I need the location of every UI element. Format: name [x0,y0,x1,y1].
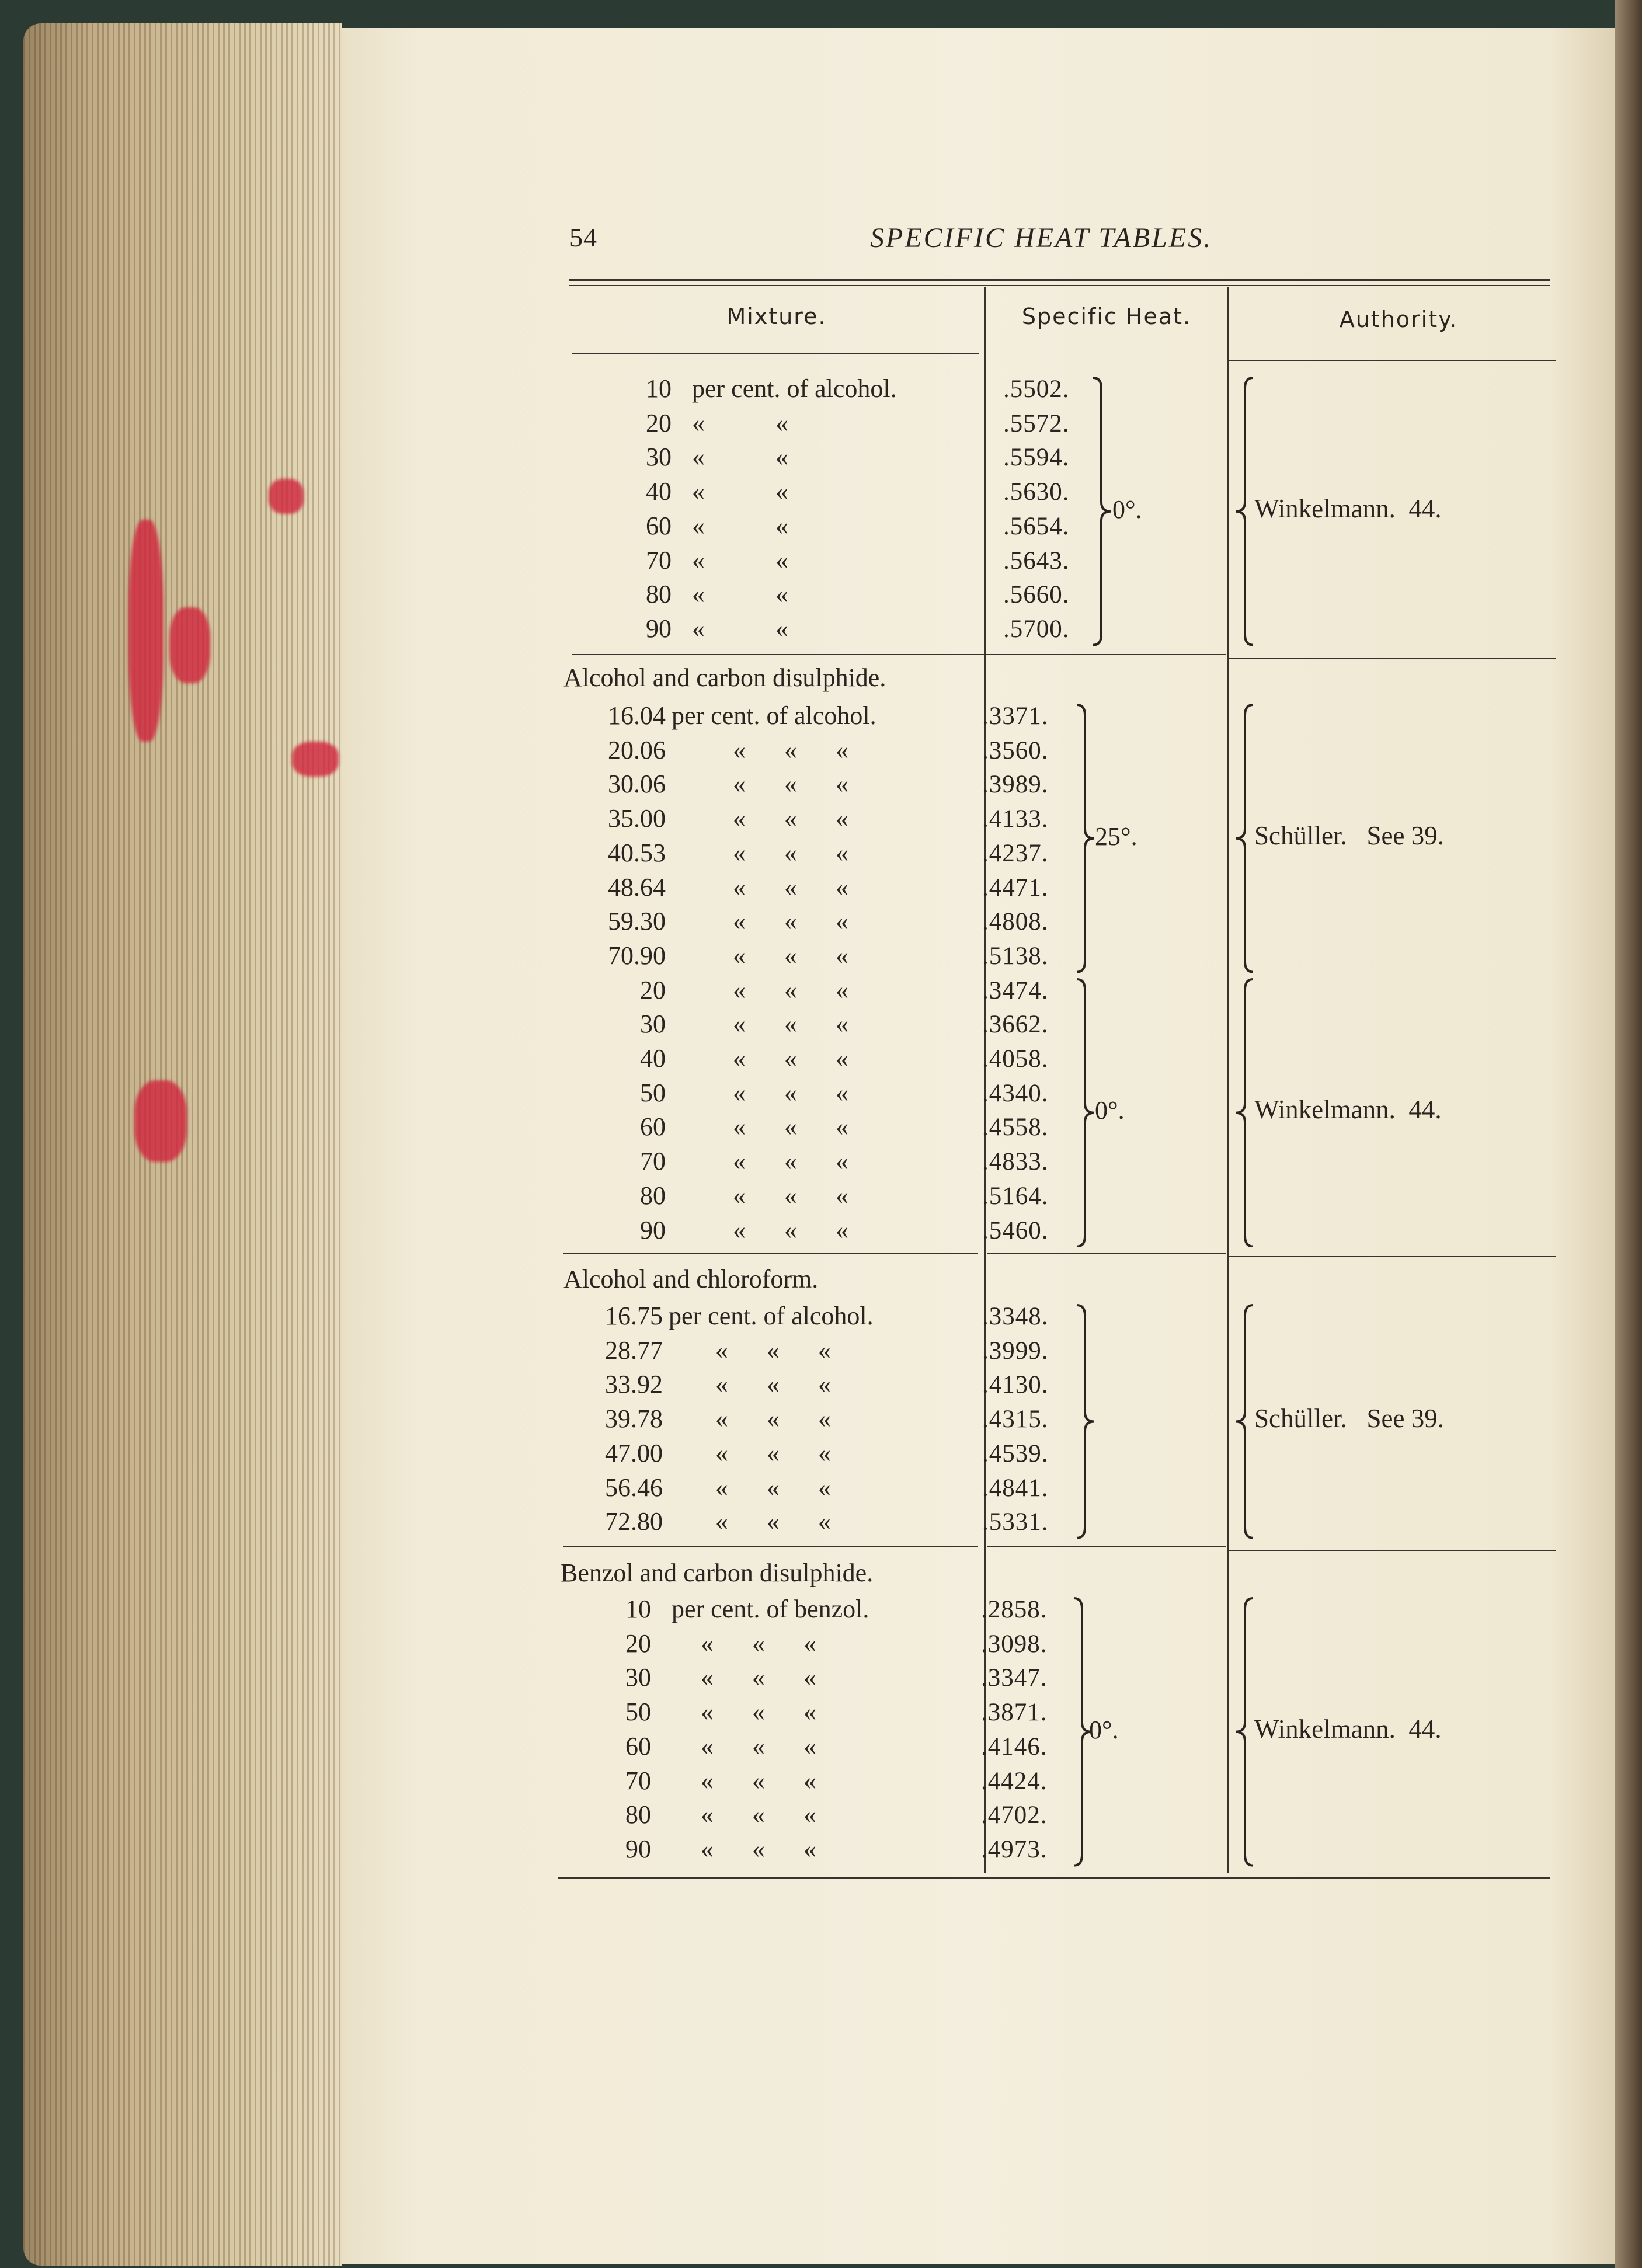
specific-heat-value: .4315. [982,1406,1049,1434]
mixture-description: « « « [733,872,848,902]
section-rule [1229,658,1556,659]
specific-heat-value: .3999. [982,1337,1049,1365]
section-heading: Alcohol and chloroform. [563,1265,819,1293]
ink-stain [269,479,304,514]
mixture-percent: 59.30 [608,907,666,936]
column-header-rule-mixture [572,353,979,354]
mixture-description: « « « [733,907,848,936]
mixture-percent: 10 [625,1595,651,1623]
mixture-percent: 30 [646,443,672,472]
authority-brace [1232,1597,1255,1867]
mixture-description: « « « [733,838,848,867]
temperature-label: 0°. [1089,1715,1119,1744]
temperature-brace [1074,704,1098,973]
section-rule [563,1253,978,1254]
section-rule [987,1253,1226,1254]
header-rule [569,279,1550,281]
mixture-percent: 60 [646,511,672,540]
specific-heat-value: .3348. [982,1303,1049,1330]
mixture-percent: 90 [625,1834,651,1863]
mixture-percent: 50 [625,1697,651,1727]
mixture-percent: 39.78 [605,1404,663,1434]
mixture-percent: 80 [640,1181,666,1210]
mixture-description: « « [692,614,788,643]
table-bottom-rule [558,1877,1550,1879]
mixture-percent: 16.75 [605,1302,663,1330]
specific-heat-value: .3989. [982,771,1049,799]
ink-stain [292,742,339,777]
mixture-percent: 70 [640,1147,666,1176]
temperature-brace [1091,377,1114,646]
specific-heat-value: .4558. [982,1114,1049,1142]
mixture-description: « « « [733,770,848,799]
mixture-description: « « « [701,1834,816,1863]
temperature-label: 25°. [1095,822,1137,851]
mixture-percent: 10 [646,374,672,403]
ink-stain [169,607,210,683]
mixture-description: « « « [733,804,848,833]
mixture-description: « « « [701,1663,816,1692]
mixture-percent: 90 [646,614,672,643]
mixture-percent: 60 [625,1731,651,1761]
column-header-rule-authority [1229,360,1556,361]
specific-heat-value: .3560. [982,736,1049,764]
specific-heat-value: .4808. [982,908,1049,936]
section-heading: Benzol and carbon disulphide. [561,1559,874,1587]
section-rule [563,1546,978,1547]
specific-heat-value: .2858. [981,1596,1048,1623]
specific-heat-value: .4841. [982,1474,1049,1502]
specific-heat-value: .5630. [1003,478,1070,506]
authority-label: Winkelmann. 44. [1254,1714,1442,1744]
mixture-description: « « [692,511,788,540]
mixture-percent: 30.06 [608,770,666,799]
mixture-description: « « « [715,1370,831,1399]
specific-heat-value: .3371. [982,702,1049,730]
mixture-description: « « « [733,1181,848,1210]
section-rule [572,654,987,655]
mixture-description: « « « [733,1078,848,1107]
mixture-description: « « [692,580,788,609]
book-page [342,28,1615,2264]
column-header-mixture: Mixture. [726,304,827,329]
specific-heat-value: .4133. [982,805,1049,833]
specific-heat-value: .3474. [982,976,1049,1004]
page-number: 54 [569,222,597,252]
authority-brace [1232,1304,1255,1539]
mixture-percent: 70.90 [608,941,666,970]
specific-heat-value: .3098. [981,1630,1048,1658]
mixture-percent: 20 [625,1629,651,1658]
mixture-description: « « « [715,1438,831,1467]
specific-heat-value: .5502. [1003,375,1070,403]
authority-brace [1232,704,1255,973]
mixture-description: « « « [715,1335,831,1365]
mixture-percent: 33.92 [605,1370,663,1399]
authority-label: Schüller. See 39. [1254,1404,1444,1434]
mixture-percent: 70 [625,1766,651,1795]
mixture-description: « « « [733,1147,848,1176]
column-divider [1227,287,1229,1873]
specific-heat-value: .4973. [981,1835,1048,1863]
mixture-description: « « [692,477,788,506]
specific-heat-value: .3871. [981,1699,1048,1727]
mixture-description: « « « [715,1404,831,1434]
specific-heat-value: .5138. [982,942,1049,970]
section-rule [1229,1550,1556,1551]
column-header-specific-heat: Specific Heat. [1021,304,1192,329]
section-rule [987,654,1226,655]
specific-heat-value: .4833. [982,1148,1049,1176]
mixture-description: « « [692,408,788,437]
column-header-authority: Authority. [1339,307,1458,332]
specific-heat-value: .4237. [982,839,1049,867]
specific-heat-value: .4058. [982,1045,1049,1073]
mixture-percent: 70 [646,545,672,575]
mixture-description: « « « [733,1215,848,1244]
authority-brace [1232,978,1255,1248]
mixture-percent: 16.04 [608,701,666,730]
mixture-description: « « « [715,1507,831,1536]
book-page-edges [23,23,342,2266]
mixture-description: « « « [715,1473,831,1502]
mixture-percent: 40 [646,477,672,506]
mixture-percent: 56.46 [605,1473,663,1502]
mixture-description: « « « [733,1112,848,1142]
temperature-brace [1074,1304,1098,1539]
specific-heat-value: .3662. [982,1011,1049,1039]
mixture-description: « « « [733,1010,848,1039]
specific-heat-value: .4130. [982,1371,1049,1399]
mixture-percent: 20.06 [608,735,666,764]
temperature-brace [1074,978,1098,1248]
mixture-percent: 48.64 [608,872,666,902]
mixture-description: « « [692,545,788,575]
specific-heat-value: .5643. [1003,547,1070,575]
ink-stain [128,520,163,742]
mixture-percent: 80 [646,580,672,609]
mixture-description: per cent. of alcohol. [669,1302,874,1330]
mixture-description: per cent. of alcohol. [692,374,897,403]
mixture-description: « « « [701,1731,816,1761]
specific-heat-value: .5654. [1003,512,1070,540]
mixture-percent: 50 [640,1078,666,1107]
mixture-description: « « « [733,941,848,970]
specific-heat-value: .4539. [982,1439,1049,1467]
mixture-percent: 30 [640,1010,666,1039]
mixture-description: per cent. of alcohol. [672,701,876,730]
header-rule-thin [569,285,1550,286]
mixture-description: « « [692,443,788,472]
specific-heat-value: .5572. [1003,409,1070,437]
specific-heat-value: .5594. [1003,444,1070,472]
mixture-percent: 30 [625,1663,651,1692]
section-heading: Alcohol and carbon disulphide. [563,663,886,692]
specific-heat-value: .4340. [982,1079,1049,1107]
authority-label: Winkelmann. 44. [1254,493,1442,523]
mixture-percent: 35.00 [608,804,666,833]
specific-heat-value: .5460. [982,1216,1049,1244]
section-rule [1229,1256,1556,1257]
specific-heat-value: .5331. [982,1508,1049,1536]
mixture-percent: 20 [640,975,666,1004]
section-rule [987,1546,1226,1547]
mixture-description: « « « [733,1044,848,1073]
mixture-percent: 40 [640,1044,666,1073]
mixture-percent: 20 [646,408,672,437]
authority-brace [1232,377,1255,646]
mixture-percent: 72.80 [605,1507,663,1536]
specific-heat-value: .3347. [981,1664,1048,1692]
specific-heat-value: .4702. [981,1801,1048,1829]
mixture-description: « « « [701,1766,816,1795]
ink-stain [134,1080,187,1162]
mixture-percent: 90 [640,1215,666,1244]
specific-heat-value: .4424. [981,1767,1048,1795]
mixture-percent: 28.77 [605,1335,663,1365]
mixture-description: « « « [701,1629,816,1658]
mixture-description: « « « [701,1800,816,1829]
mixture-description: « « « [701,1697,816,1727]
book-spine [1615,0,1642,2268]
mixture-percent: 40.53 [608,838,666,867]
specific-heat-value: .5660. [1003,581,1070,609]
specific-heat-value: .5700. [1003,615,1070,643]
mixture-description: « « « [733,735,848,764]
mixture-percent: 80 [625,1800,651,1829]
running-title: SPECIFIC HEAT TABLES. [870,222,1213,253]
mixture-percent: 60 [640,1112,666,1142]
temperature-label: 0°. [1112,495,1142,524]
authority-label: Schüller. See 39. [1254,820,1444,850]
temperature-label: 0°. [1095,1096,1125,1125]
mixture-description: « « « [733,975,848,1004]
authority-label: Winkelmann. 44. [1254,1095,1442,1125]
specific-heat-value: .4146. [981,1733,1048,1761]
specific-heat-value: .5164. [982,1182,1049,1210]
mixture-description: per cent. of benzol. [672,1595,869,1623]
specific-heat-value: .4471. [982,874,1049,902]
mixture-percent: 47.00 [605,1438,663,1467]
